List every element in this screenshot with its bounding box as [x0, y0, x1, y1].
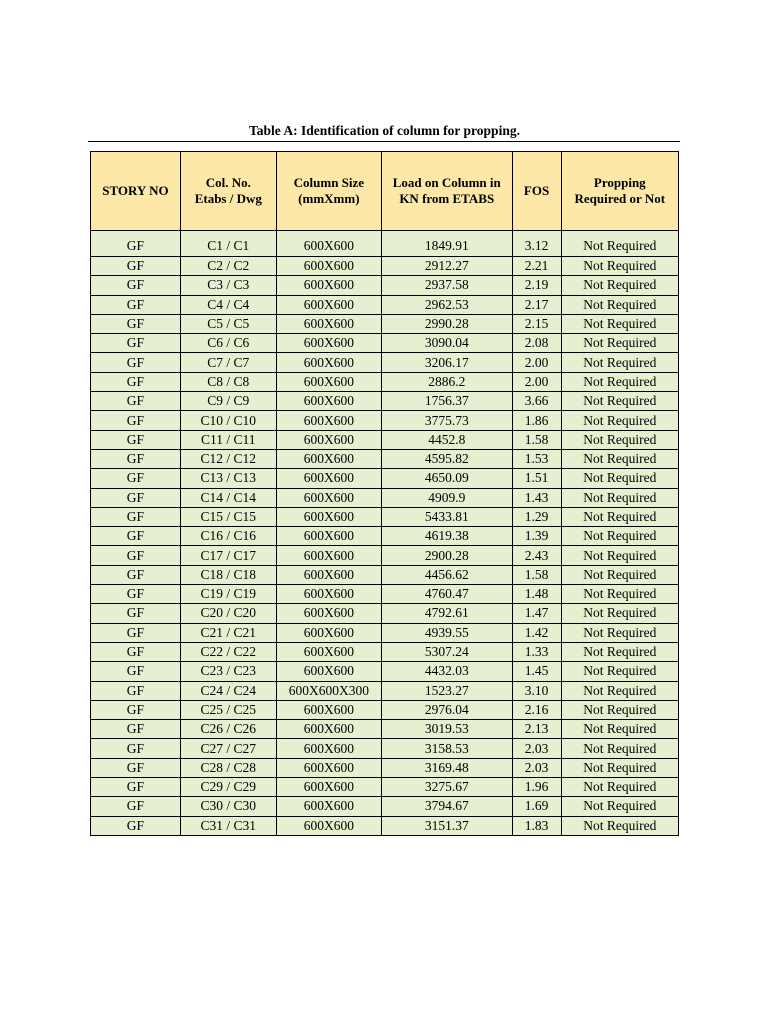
cell-story: GF [91, 392, 181, 411]
cell-propping: Not Required [561, 488, 678, 507]
cell-fos: 1.53 [512, 449, 561, 468]
cell-fos: 3.12 [512, 231, 561, 257]
cell-propping: Not Required [561, 662, 678, 681]
cell-size: 600X600 [276, 276, 381, 295]
cell-propping: Not Required [561, 758, 678, 777]
header-fos: FOS [512, 152, 561, 231]
cell-story: GF [91, 257, 181, 276]
cell-size: 600X600 [276, 392, 381, 411]
cell-story: GF [91, 585, 181, 604]
cell-col-no: C16 / C16 [180, 527, 276, 546]
cell-fos: 1.86 [512, 411, 561, 430]
cell-fos: 3.66 [512, 392, 561, 411]
cell-load: 1849.91 [381, 231, 512, 257]
cell-load: 4760.47 [381, 585, 512, 604]
cell-size: 600X600 [276, 353, 381, 372]
cell-propping: Not Required [561, 295, 678, 314]
cell-fos: 2.08 [512, 334, 561, 353]
table-row [91, 449, 679, 468]
table-row [91, 565, 679, 584]
table-row [91, 758, 679, 777]
cell-col-no: C1 / C1 [180, 231, 276, 257]
cell-propping: Not Required [561, 604, 678, 623]
cell-propping: Not Required [561, 372, 678, 391]
cell-propping: Not Required [561, 392, 678, 411]
cell-size: 600X600 [276, 700, 381, 719]
cell-size: 600X600 [276, 662, 381, 681]
cell-col-no: C25 / C25 [180, 700, 276, 719]
cell-story: GF [91, 334, 181, 353]
cell-size: 600X600 [276, 816, 381, 835]
cell-propping: Not Required [561, 353, 678, 372]
cell-fos: 2.03 [512, 739, 561, 758]
cell-story: GF [91, 604, 181, 623]
cell-propping: Not Required [561, 623, 678, 642]
cell-fos: 1.96 [512, 778, 561, 797]
cell-story: GF [91, 623, 181, 642]
cell-col-no: C7 / C7 [180, 353, 276, 372]
table-row [91, 585, 679, 604]
cell-load: 2962.53 [381, 295, 512, 314]
table-row [91, 314, 679, 333]
table-row [91, 507, 679, 526]
cell-fos: 2.03 [512, 758, 561, 777]
caption-rule [88, 141, 680, 142]
cell-size: 600X600 [276, 334, 381, 353]
table-row [91, 681, 679, 700]
header-column-size: Column Size (mmXmm) [276, 152, 381, 231]
cell-story: GF [91, 488, 181, 507]
cell-story: GF [91, 739, 181, 758]
cell-propping: Not Required [561, 642, 678, 661]
cell-story: GF [91, 276, 181, 295]
table-body [91, 231, 679, 836]
table-row [91, 797, 679, 816]
cell-story: GF [91, 372, 181, 391]
cell-size: 600X600 [276, 527, 381, 546]
cell-load: 1756.37 [381, 392, 512, 411]
cell-load: 4909.9 [381, 488, 512, 507]
cell-size: 600X600 [276, 604, 381, 623]
cell-size: 600X600 [276, 372, 381, 391]
cell-propping: Not Required [561, 507, 678, 526]
cell-propping: Not Required [561, 411, 678, 430]
cell-col-no: C10 / C10 [180, 411, 276, 430]
cell-col-no: C2 / C2 [180, 257, 276, 276]
cell-story: GF [91, 642, 181, 661]
table-row [91, 488, 679, 507]
cell-load: 4456.62 [381, 565, 512, 584]
cell-fos: 1.51 [512, 469, 561, 488]
cell-fos: 2.21 [512, 257, 561, 276]
cell-fos: 1.83 [512, 816, 561, 835]
cell-story: GF [91, 353, 181, 372]
cell-size: 600X600 [276, 546, 381, 565]
cell-size: 600X600 [276, 449, 381, 468]
cell-load: 2990.28 [381, 314, 512, 333]
cell-col-no: C6 / C6 [180, 334, 276, 353]
cell-fos: 1.33 [512, 642, 561, 661]
cell-story: GF [91, 565, 181, 584]
cell-story: GF [91, 527, 181, 546]
cell-load: 2976.04 [381, 700, 512, 719]
cell-load: 3090.04 [381, 334, 512, 353]
table-row [91, 411, 679, 430]
cell-propping: Not Required [561, 681, 678, 700]
cell-propping: Not Required [561, 797, 678, 816]
cell-load: 4452.8 [381, 430, 512, 449]
cell-size: 600X600 [276, 411, 381, 430]
cell-propping: Not Required [561, 257, 678, 276]
table-row [91, 623, 679, 642]
header-col-no: Col. No. Etabs / Dwg [180, 152, 276, 231]
cell-size: 600X600 [276, 488, 381, 507]
cell-load: 4939.55 [381, 623, 512, 642]
cell-load: 3275.67 [381, 778, 512, 797]
cell-col-no: C17 / C17 [180, 546, 276, 565]
table-row [91, 231, 679, 257]
cell-col-no: C14 / C14 [180, 488, 276, 507]
cell-load: 1523.27 [381, 681, 512, 700]
table-row [91, 816, 679, 835]
cell-load: 4432.03 [381, 662, 512, 681]
cell-load: 3206.17 [381, 353, 512, 372]
table-row [91, 430, 679, 449]
table-row [91, 739, 679, 758]
cell-story: GF [91, 816, 181, 835]
table-row [91, 372, 679, 391]
table-row [91, 276, 679, 295]
table-row [91, 353, 679, 372]
cell-propping: Not Required [561, 314, 678, 333]
table-row [91, 604, 679, 623]
cell-col-no: C24 / C24 [180, 681, 276, 700]
cell-propping: Not Required [561, 778, 678, 797]
cell-col-no: C22 / C22 [180, 642, 276, 661]
cell-size: 600X600 [276, 758, 381, 777]
cell-story: GF [91, 797, 181, 816]
cell-propping: Not Required [561, 585, 678, 604]
cell-propping: Not Required [561, 430, 678, 449]
cell-propping: Not Required [561, 720, 678, 739]
cell-col-no: C3 / C3 [180, 276, 276, 295]
propping-table [90, 151, 679, 836]
cell-col-no: C5 / C5 [180, 314, 276, 333]
table-row [91, 392, 679, 411]
header-story-no: STORY NO [91, 152, 181, 231]
cell-size: 600X600 [276, 507, 381, 526]
cell-load: 4792.61 [381, 604, 512, 623]
table-row [91, 469, 679, 488]
cell-fos: 1.29 [512, 507, 561, 526]
cell-col-no: C27 / C27 [180, 739, 276, 758]
cell-col-no: C26 / C26 [180, 720, 276, 739]
header-row [91, 152, 679, 231]
cell-fos: 1.42 [512, 623, 561, 642]
cell-size: 600X600 [276, 623, 381, 642]
cell-col-no: C21 / C21 [180, 623, 276, 642]
cell-fos: 1.58 [512, 430, 561, 449]
table-row [91, 257, 679, 276]
cell-col-no: C8 / C8 [180, 372, 276, 391]
cell-size: 600X600 [276, 585, 381, 604]
cell-col-no: C18 / C18 [180, 565, 276, 584]
table-row [91, 700, 679, 719]
header-load: Load on Column in KN from ETABS [381, 152, 512, 231]
cell-story: GF [91, 295, 181, 314]
cell-fos: 2.00 [512, 372, 561, 391]
cell-fos: 1.45 [512, 662, 561, 681]
cell-col-no: C15 / C15 [180, 507, 276, 526]
cell-size: 600X600 [276, 295, 381, 314]
cell-load: 3794.67 [381, 797, 512, 816]
cell-load: 3158.53 [381, 739, 512, 758]
table-row [91, 642, 679, 661]
cell-size: 600X600X300 [276, 681, 381, 700]
cell-story: GF [91, 662, 181, 681]
cell-size: 600X600 [276, 430, 381, 449]
cell-propping: Not Required [561, 546, 678, 565]
cell-story: GF [91, 778, 181, 797]
cell-load: 4619.38 [381, 527, 512, 546]
cell-fos: 1.48 [512, 585, 561, 604]
cell-propping: Not Required [561, 700, 678, 719]
cell-story: GF [91, 469, 181, 488]
cell-story: GF [91, 314, 181, 333]
cell-story: GF [91, 231, 181, 257]
cell-col-no: C29 / C29 [180, 778, 276, 797]
cell-fos: 1.58 [512, 565, 561, 584]
cell-size: 600X600 [276, 797, 381, 816]
cell-size: 600X600 [276, 778, 381, 797]
cell-col-no: C12 / C12 [180, 449, 276, 468]
cell-fos: 2.17 [512, 295, 561, 314]
cell-size: 600X600 [276, 231, 381, 257]
cell-size: 600X600 [276, 739, 381, 758]
cell-col-no: C13 / C13 [180, 469, 276, 488]
table-row [91, 662, 679, 681]
cell-fos: 1.69 [512, 797, 561, 816]
cell-fos: 1.47 [512, 604, 561, 623]
cell-fos: 1.39 [512, 527, 561, 546]
cell-story: GF [91, 411, 181, 430]
cell-fos: 2.00 [512, 353, 561, 372]
table-row [91, 527, 679, 546]
cell-load: 4650.09 [381, 469, 512, 488]
table-row [91, 778, 679, 797]
cell-size: 600X600 [276, 565, 381, 584]
cell-story: GF [91, 700, 181, 719]
cell-story: GF [91, 507, 181, 526]
cell-col-no: C11 / C11 [180, 430, 276, 449]
cell-propping: Not Required [561, 527, 678, 546]
cell-col-no: C31 / C31 [180, 816, 276, 835]
cell-load: 2886.2 [381, 372, 512, 391]
cell-story: GF [91, 449, 181, 468]
cell-load: 2937.58 [381, 276, 512, 295]
cell-size: 600X600 [276, 314, 381, 333]
cell-load: 2912.27 [381, 257, 512, 276]
cell-propping: Not Required [561, 231, 678, 257]
cell-story: GF [91, 430, 181, 449]
cell-load: 3169.48 [381, 758, 512, 777]
cell-load: 3151.37 [381, 816, 512, 835]
cell-fos: 2.13 [512, 720, 561, 739]
table-row [91, 334, 679, 353]
cell-fos: 1.43 [512, 488, 561, 507]
cell-fos: 2.43 [512, 546, 561, 565]
table-row [91, 295, 679, 314]
cell-fos: 3.10 [512, 681, 561, 700]
cell-story: GF [91, 546, 181, 565]
cell-load: 4595.82 [381, 449, 512, 468]
cell-size: 600X600 [276, 642, 381, 661]
cell-load: 3019.53 [381, 720, 512, 739]
cell-story: GF [91, 720, 181, 739]
cell-propping: Not Required [561, 739, 678, 758]
cell-propping: Not Required [561, 334, 678, 353]
header-propping: Propping Required or Not [561, 152, 678, 231]
cell-load: 2900.28 [381, 546, 512, 565]
cell-col-no: C20 / C20 [180, 604, 276, 623]
cell-propping: Not Required [561, 565, 678, 584]
cell-story: GF [91, 681, 181, 700]
cell-propping: Not Required [561, 469, 678, 488]
cell-col-no: C19 / C19 [180, 585, 276, 604]
cell-col-no: C9 / C9 [180, 392, 276, 411]
cell-fos: 2.15 [512, 314, 561, 333]
cell-col-no: C30 / C30 [180, 797, 276, 816]
cell-load: 5433.81 [381, 507, 512, 526]
cell-propping: Not Required [561, 276, 678, 295]
cell-load: 3775.73 [381, 411, 512, 430]
cell-load: 5307.24 [381, 642, 512, 661]
table-row [91, 720, 679, 739]
cell-col-no: C28 / C28 [180, 758, 276, 777]
cell-size: 600X600 [276, 257, 381, 276]
cell-propping: Not Required [561, 816, 678, 835]
cell-size: 600X600 [276, 469, 381, 488]
cell-propping: Not Required [561, 449, 678, 468]
cell-col-no: C4 / C4 [180, 295, 276, 314]
cell-col-no: C23 / C23 [180, 662, 276, 681]
table-row [91, 546, 679, 565]
cell-size: 600X600 [276, 720, 381, 739]
table-caption: Table A: Identification of column for propping. [249, 123, 520, 138]
cell-fos: 2.19 [512, 276, 561, 295]
cell-fos: 2.16 [512, 700, 561, 719]
cell-story: GF [91, 758, 181, 777]
